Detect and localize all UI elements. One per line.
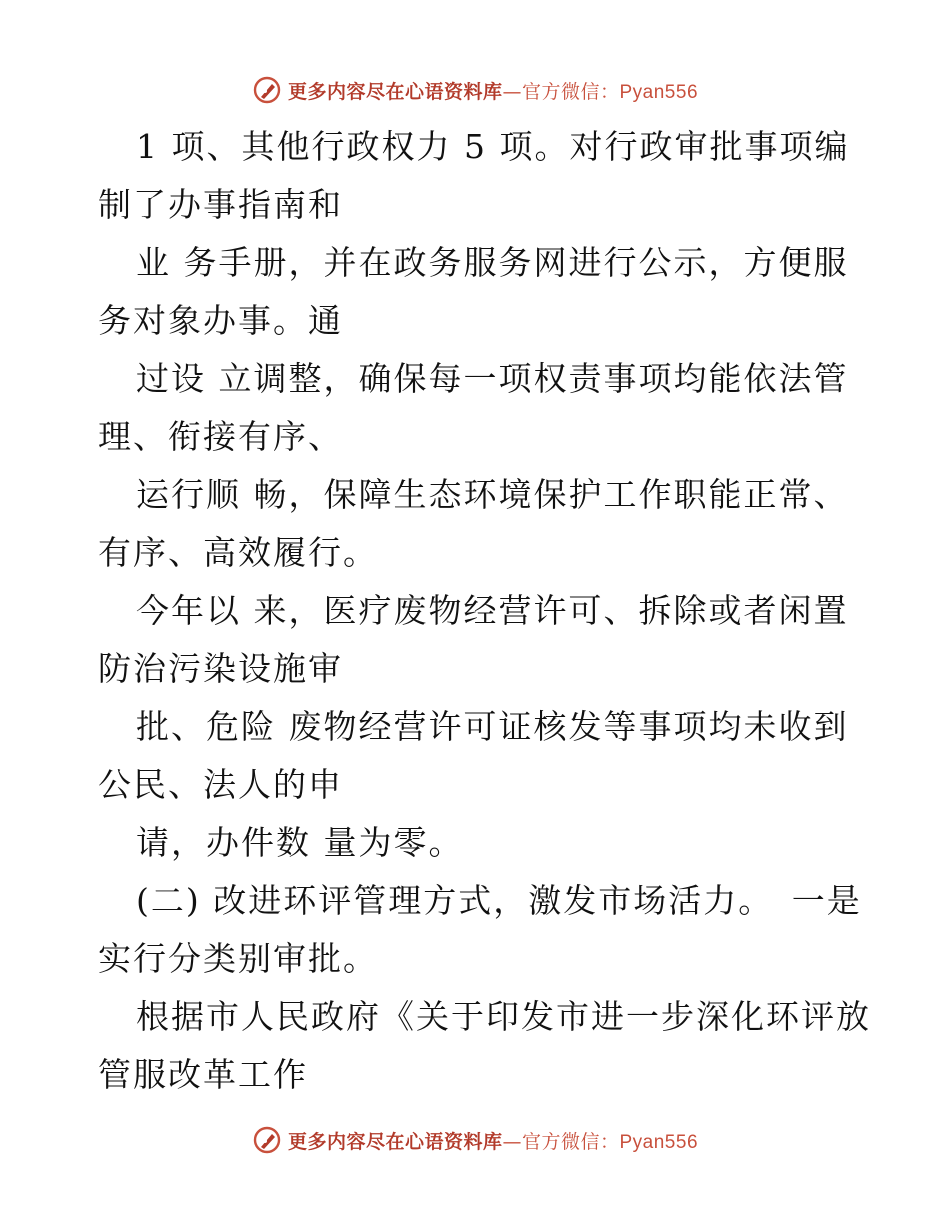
body-line: (二) 改进环评管理方式，激发市场活力。 一是 (136, 881, 862, 920)
body-line: 管服改革工作 (98, 1055, 308, 1094)
body-line: 业 务手册，并在政务服务网进行公示，方便服 (136, 243, 849, 282)
document-body (98, 118, 871, 1104)
body-line: 实行分类别审批。 (98, 939, 378, 978)
watermark-brand: 更多内容尽在心语资料库 (287, 80, 503, 103)
pen-nib-circle-icon (252, 1125, 282, 1155)
watermark-text (288, 1127, 698, 1154)
body-line: 运行顺 畅，保障生态环境保护工作职能正常、 (136, 475, 849, 514)
watermark-dash: — (502, 80, 522, 103)
header-watermark (0, 72, 950, 108)
body-line: 批、危险 废物经营许可证核发等事项均未收到 (136, 707, 849, 746)
body-line: 防治污染设施审 (98, 649, 343, 688)
body-line: 根据市人民政府《关于印发市进一步深化环评放 (136, 997, 871, 1036)
watermark-brand: 更多内容尽在心语资料库 (287, 1130, 503, 1153)
body-line: 公民、法人的申 (98, 765, 343, 804)
watermark-handle: Pyan556 (619, 81, 699, 103)
watermark-handle: Pyan556 (619, 1131, 699, 1153)
body-line: 制了办事指南和 (98, 185, 343, 224)
footer-watermark (0, 1122, 950, 1158)
body-line: 请，办件数 量为零。 (136, 823, 464, 862)
body-line: 有序、高效履行。 (98, 533, 378, 572)
watermark-label: 官方微信： (521, 80, 620, 103)
body-line: 1 项、其他行政权力 5 项。对行政审批事项编 (136, 127, 850, 166)
body-line: 过设 立调整，确保每一项权责事项均能依法管 (136, 359, 849, 398)
body-line: 今年以 来，医疗废物经营许可、拆除或者闲置 (136, 591, 849, 630)
watermark-label: 官方微信： (521, 1130, 620, 1153)
body-line: 理、衔接有序、 (98, 417, 343, 456)
pen-nib-circle-icon (252, 75, 282, 105)
watermark-dash: — (502, 1130, 522, 1153)
watermark-text (288, 77, 698, 104)
body-line: 务对象办事。通 (98, 301, 343, 340)
